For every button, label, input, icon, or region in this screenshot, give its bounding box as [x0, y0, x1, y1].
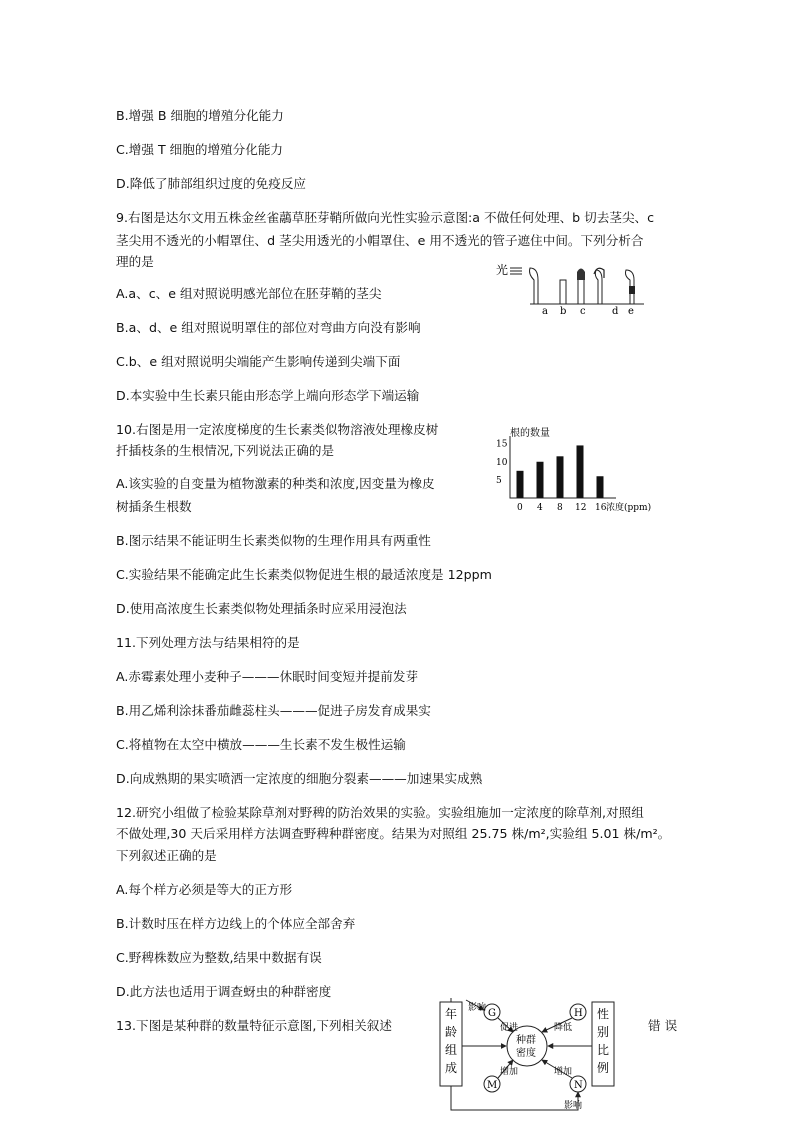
x-tick-label: 16	[595, 503, 607, 513]
q9-stem-line-1: 9.右图是达尔文用五株金丝雀虉草胚芽鞘所做向光性实验示意图:a 不做任何处理、b 切去茎尖、c	[116, 210, 655, 225]
q12-stem-line-3: 下列叙述正确的是	[116, 848, 217, 863]
label-e: e	[628, 306, 634, 316]
coleoptile-b	[560, 280, 566, 304]
bar-16	[597, 476, 604, 498]
bottom-influence-label: 影响	[564, 1101, 583, 1111]
y-tick-label: 5	[496, 475, 502, 486]
coleoptile-c	[578, 278, 584, 304]
label-a: a	[542, 306, 548, 316]
q9-option-d: D.本实验中生长素只能由形态学上端向形态学下端运输	[116, 388, 420, 403]
q13-stem-tail: 错 误	[648, 1018, 678, 1033]
q10-option-c: C.实验结果不能确定此生长素类似物促进生根的最适浓度是 12ppm	[116, 567, 492, 582]
bar-0	[517, 471, 524, 498]
bottom-influence-arrow	[451, 1086, 578, 1110]
q10-option-a-line-2: 树插条生根数	[116, 499, 192, 514]
q12-stem-line-1: 12.研究小组做了检验某除草剂对野稗的防治效果的实验。实验组施加一定浓度的除草剂,对照组	[116, 805, 644, 820]
arrow-n-label: 增加	[554, 1067, 573, 1077]
q10-option-b: B.图示结果不能证明生长素类似物的生理作用具有两重性	[116, 533, 431, 548]
bar-12	[577, 445, 584, 498]
q11-stem: 11.下列处理方法与结果相符的是	[116, 635, 300, 650]
root-count-bar-chart	[476, 424, 666, 518]
q12-option-b: B.计数时压在样方边线上的个体应全部舍弃	[116, 916, 356, 931]
age-structure-label: 年龄组成	[445, 1007, 458, 1075]
x-tick-label: 12	[575, 503, 587, 513]
coleoptile-figure	[494, 260, 654, 316]
q10-option-d: D.使用高浓度生长素类似物处理插条时应采用浸泡法	[116, 601, 407, 616]
q11-option-c: C.将植物在太空中横放———生长素不发生极性运输	[116, 737, 406, 752]
q11-option-d: D.向成熟期的果实喷洒一定浓度的细胞分裂素———加速果实成熟	[116, 771, 483, 786]
arrow-g-label: 促进	[500, 1023, 519, 1033]
light-label: 光	[496, 263, 509, 277]
node-h-label: H	[574, 1008, 583, 1019]
q9-option-c: C.b、e 组对照说明尖端能产生影响传递到尖端下面	[116, 354, 401, 369]
q8-option-c: C.增强 T 细胞的增殖分化能力	[116, 142, 284, 157]
node-n-label: N	[574, 1080, 583, 1091]
bar-8	[557, 456, 564, 498]
chart-x-label: 浓度(ppm)	[606, 503, 652, 513]
y-tick-label: 10	[496, 457, 508, 468]
population-characteristics-diagram	[436, 998, 616, 1116]
label-d: d	[612, 306, 619, 316]
q12-stem-line-2: 不做处理,30 天后采用样方法调查野稗种群密度。结果为对照组 25.75 株/m²,实验组 5.01 株/m²。	[116, 826, 671, 841]
bar-4	[537, 462, 544, 498]
center-label-2: 密度	[516, 1048, 536, 1059]
coleoptile-a	[530, 268, 539, 304]
q12-option-d: D.此方法也适用于调查蚜虫的种群密度	[116, 984, 332, 999]
q9-stem-line-2: 茎尖用不透光的小帽罩住、d 茎尖用透光的小帽罩住、e 用不透光的管子遮住中间。下列分析合	[116, 233, 644, 248]
q12-option-c: C.野稗株数应为整数,结果中数据有误	[116, 950, 322, 965]
chart-y-label: 根的数量	[510, 428, 550, 439]
light-arrows-icon	[510, 268, 522, 274]
sex-ratio-label: 性别比例	[597, 1007, 610, 1075]
label-b: b	[560, 306, 567, 316]
q8-option-d: D.降低了肺部组织过度的免疫反应	[116, 176, 307, 191]
opaque-tube-icon	[629, 286, 635, 294]
arrow-h-label: 降低	[554, 1023, 573, 1033]
q9-option-a: A.a、c、e 组对照说明感光部位在胚芽鞘的茎尖	[116, 286, 382, 301]
coleoptile-d	[595, 270, 602, 304]
q11-option-b: B.用乙烯利涂抹番茄雌蕊柱头———促进子房发育成果实	[116, 703, 431, 718]
x-tick-label: 4	[537, 503, 543, 513]
label-c: c	[580, 306, 586, 316]
node-m-label: M	[487, 1080, 498, 1091]
q9-option-b: B.a、d、e 组对照说明罩住的部位对弯曲方向没有影响	[116, 320, 421, 335]
q10-stem-line-2: 扦插枝条的生根情况,下列说法正确的是	[116, 443, 335, 458]
center-label-1: 种群	[516, 1035, 536, 1046]
q8-option-b: B.增强 B 细胞的增殖分化能力	[116, 108, 284, 123]
q10-option-a-line-1: A.该实验的自变量为植物激素的种类和浓度,因变量为橡皮	[116, 476, 435, 491]
top-influence-label: 影响	[468, 1003, 487, 1013]
x-tick-label: 8	[557, 503, 563, 513]
arrow-m-label: 增加	[500, 1067, 519, 1077]
q9-stem-line-3: 理的是	[116, 254, 154, 269]
node-g-label: G	[488, 1008, 496, 1019]
q12-option-a: A.每个样方必须是等大的正方形	[116, 882, 293, 897]
x-tick-label: 0	[517, 503, 523, 513]
y-tick-label: 15	[496, 439, 508, 450]
q11-option-a: A.赤霉素处理小麦种子———休眠时间变短并提前发芽	[116, 669, 419, 684]
opaque-cap-icon	[577, 269, 585, 281]
q10-stem-line-1: 10.右图是用一定浓度梯度的生长素类似物溶液处理橡皮树	[116, 422, 439, 437]
q13-stem: 13.下图是某种群的数量特征示意图,下列相关叙述	[116, 1018, 392, 1033]
